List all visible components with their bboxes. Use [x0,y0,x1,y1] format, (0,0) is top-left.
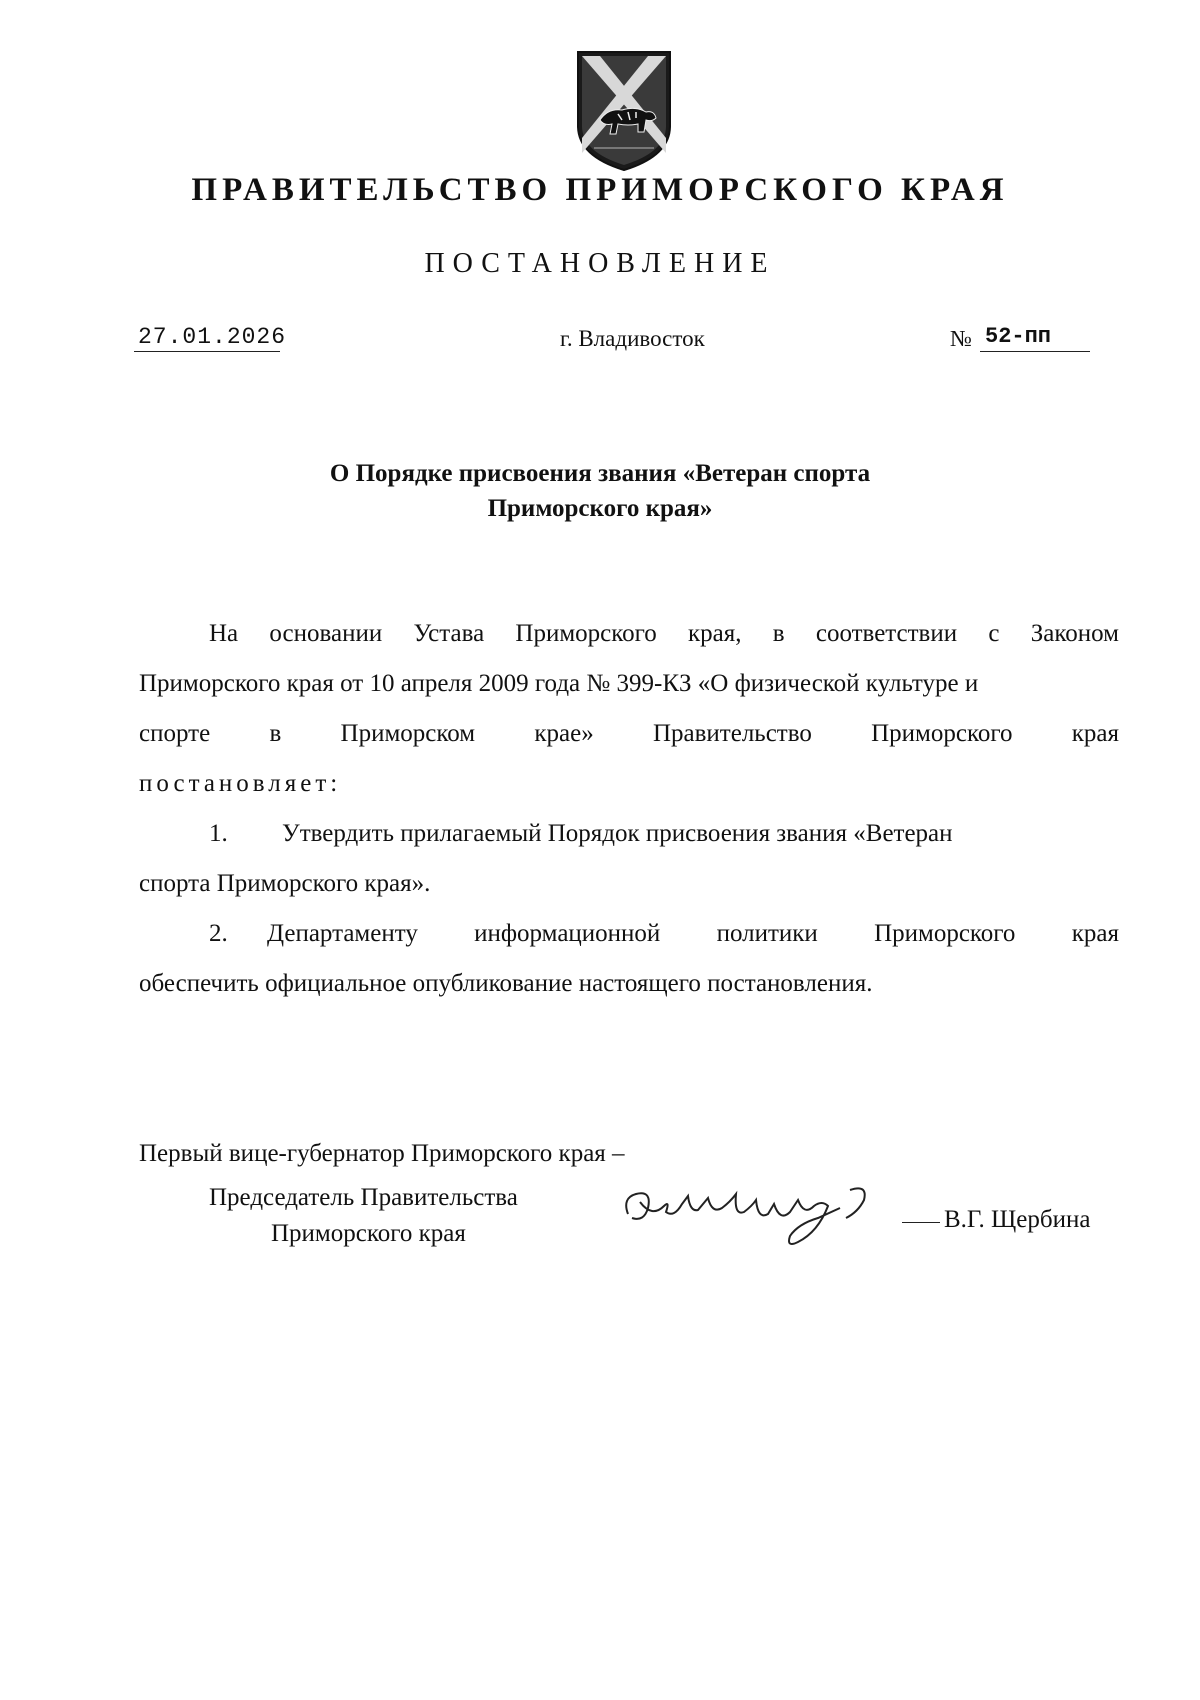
list-item-1-line-2: спорта Приморского края». [139,870,431,897]
handwritten-signature [618,1172,918,1252]
list-item-2-line-1 [267,920,1119,948]
paragraph-1-line-1-word: основании [269,620,383,647]
signature-dash [902,1222,940,1223]
document-subject [0,456,1200,526]
subject-line-1: О Порядке присвоения звания «Ветеран спорта [329,460,871,487]
signatory-position-line-3: Приморского края [271,1220,466,1247]
signatory-position-line-2: Председатель Правительства [209,1184,518,1211]
paragraph-1-line-3-word: спорте [139,720,211,747]
paragraph-1-line-3-word: Правительство [652,720,812,747]
number-sign: № [950,326,972,351]
coat-of-arms-emblem [572,48,676,174]
date-underline [134,351,280,352]
paragraph-1-line-3-word: в [269,720,282,747]
paragraph-1-line-3-word: Приморского [871,720,1013,747]
paragraph-1-line-1-word: На [209,620,239,647]
list-item-2 [139,920,1119,954]
list-item-1-number: 1. [209,820,228,847]
list-item-2-line-1-word: Приморского [874,920,1016,947]
paragraph-1-line-3-word: крае» [534,720,594,747]
paragraph-1-line-1-word: с [988,620,1000,647]
list-item-2-line-1-word: края [1071,920,1119,947]
number-underline [980,351,1090,352]
list-item-2-number: 2. [209,920,228,947]
paragraph-1-line-1-text [209,620,1119,648]
paragraph-1-line-2: Приморского края от 10 апреля 2009 года № 399-КЗ «О физической культуре и [139,670,979,697]
government-title: ПРАВИТЕЛЬСТВО ПРИМОРСКОГО КРАЯ [191,172,1009,208]
subject-line-2: Приморского края» [487,495,713,522]
document-type: ПОСТАНОВЛЕНИЕ [424,248,776,279]
paragraph-1-line-4: постановляет: [139,770,342,797]
document-city: г. Владивосток [560,326,705,351]
list-item-1-line-1: Утвердить прилагаемый Порядок присвоения звания «Ветеран [282,820,953,847]
list-item-1 [139,820,1119,854]
signatory-name: В.Г. Щербина [944,1206,1091,1233]
list-item-2-line-1-word: Департаменту [267,920,418,947]
paragraph-1-line-1-word: соответствии [815,620,958,647]
paragraph-1-line-1-word: Законом [1030,620,1119,647]
list-item-2-line-1-word: политики [716,920,818,947]
signatory-position-line-1: Первый вице-губернатор Приморского края – [139,1140,625,1167]
document-number: 52-пп [985,324,1052,349]
paragraph-1-line-1-word: Приморского [515,620,657,647]
paragraph-1-line-1 [139,620,1119,654]
paragraph-1-line-1-word: в [772,620,785,647]
paragraph-1-line-3-word: Приморском [340,720,476,747]
paragraph-1-line-3-word: края [1071,720,1119,747]
paragraph-1-line-1-word: края, [688,620,742,647]
paragraph-1-line-1-word: Устава [413,620,485,647]
paragraph-1-line-3 [139,720,1119,754]
list-item-2-line-2: обеспечить официальное опубликование настоящего постановления. [139,970,873,997]
list-item-2-line-1-word: информационной [474,920,661,947]
document-date: 27.01.2026 [138,324,287,350]
